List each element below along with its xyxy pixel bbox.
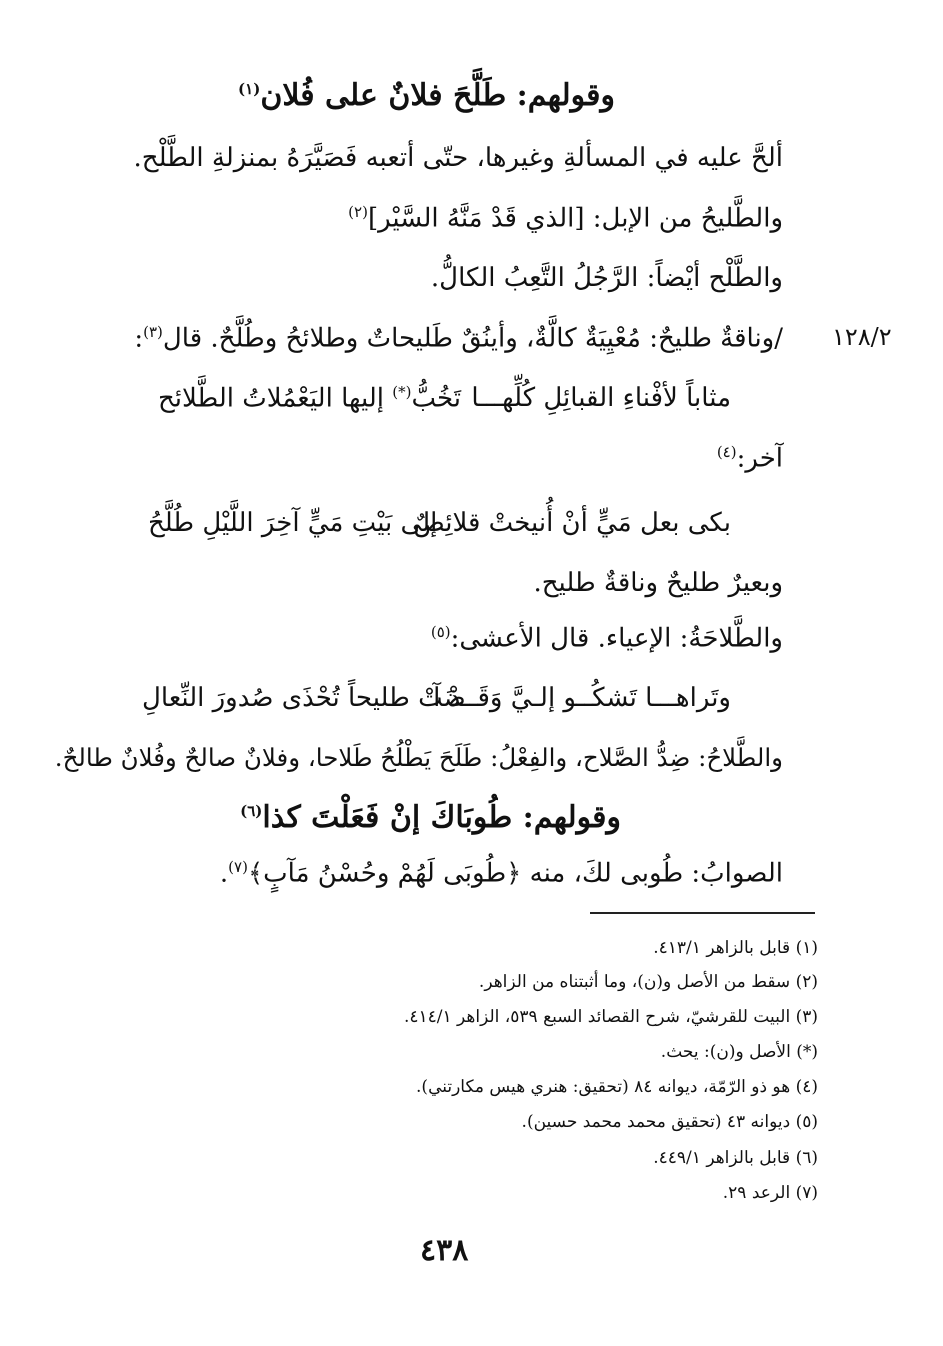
footnote-marker-5[interactable]: (٥) — [430, 623, 451, 641]
footnote-marker-1[interactable]: (١) — [238, 80, 261, 98]
footnote-marker-6[interactable]: (٦) — [240, 802, 263, 820]
verse-text: إليها اليَعْمُلاتُ الطَّلائح — [158, 383, 393, 414]
footnote-marker-7[interactable]: (٧) — [228, 858, 248, 876]
line-text: والطَّلاحُ: ضِدُّ الصَّلاح، والفِعْلُ: طَلَحَ يَطْلُحُ طَلاحا، وفلانٌ صالحٌ وفُلانٌ طالحٌ. — [54, 743, 783, 772]
line-text: /وناقةٌ طليحٌ: مُعْيِيَةٌ كالَّةٌ، وأينُقٌ طَليحاتٌ وطلائحُ وطُلَّحٌ. قال — [162, 323, 783, 354]
footnote-1: (١) قابل بالزاهر ٤١٣/١. — [653, 938, 818, 958]
footnote-7: (٧) الرعد ٢٩. — [722, 1183, 818, 1203]
text-line-2 — [348, 203, 783, 234]
footnote-6: (٦) قابل بالزاهر ٤٤٩/١. — [653, 1148, 818, 1168]
line-text: والطَّليحُ من الإبل: [الذي قَدْ مَنَّهُ السَّيْر] — [367, 203, 783, 234]
text-line-7 — [55, 743, 783, 772]
footnote-separator — [590, 912, 815, 914]
text-line-4 — [134, 323, 783, 354]
verse-3-first-hemistich: وتَراهـــا تَشكُــو إلـيَّ وَقَــدْ آ — [433, 683, 731, 713]
text-line-akhar — [717, 443, 783, 474]
footnote-marker-4[interactable]: (٤) — [716, 443, 737, 461]
footnote-4: (٤) هو ذو الرّمّة، ديوانه ٨٤ (تحقيق: هنري هيس مكارتني). — [416, 1077, 818, 1097]
line-text: آخر: — [736, 443, 783, 474]
footnote-5: (٥) ديوانه ٤٣ (تحقيق محمد محمد حسين). — [521, 1112, 818, 1132]
footnote-marker-2[interactable]: (٢) — [348, 203, 368, 221]
verse-2-first-hemistich: بكى بعل مَيٍّ أنْ أُنيختْ قلائِصٌ — [413, 508, 731, 538]
verse-text: تَخُبُّ — [411, 383, 462, 414]
heading-text: وقولهم: طُوبَاكَ إنْ فَعَلْتَ كذا — [262, 800, 621, 835]
text-line-1 — [134, 143, 783, 173]
footnote-marker-star[interactable]: (*) — [392, 383, 412, 401]
heading-tubaka — [240, 800, 621, 835]
line-text: ألحَّ عليه في المسألةِ وغيرها، حتّى أتعبه فَصَيَّرَهُ بمنزلةِ الطَّلْح. — [133, 143, 783, 173]
heading-text: وقولهم: طَلَّحَ فلانٌ على فُلان — [260, 78, 615, 113]
line-text: والطَّلْح أيْضاً: الرَّجُلُ التَّعِبُ الكالُّ. — [430, 263, 783, 293]
verse-2-second-hemistich: إلى بَيْتِ مَيٍّ آخِرَ اللَّيْلِ طُلَّحُ — [148, 508, 438, 538]
text-line-3 — [431, 263, 783, 293]
text-line-6 — [431, 623, 783, 654]
line-text: الصوابُ: طُوبى لكَ، منه ﴿طُوبَى لَهُمْ وحُسْنُ مَآبٍ﴾ — [247, 858, 783, 889]
text-line-8 — [220, 858, 783, 889]
footnote-star: (*) الأصل و(ن): يحث. — [660, 1042, 818, 1062]
line-end: : — [134, 323, 144, 354]
footnote-marker-3[interactable]: (٣) — [143, 323, 163, 341]
line-end: . — [219, 858, 229, 889]
footnote-3: (٣) البيت للقرشيّ، شرح القصائد السبع ٥٣٩، الزاهر ٤١٤/١. — [403, 1007, 818, 1027]
verse-3-second-hemistich: ضَتْ طليحاً تُحْذَى صُدورَ النِّعالِ — [142, 683, 466, 713]
line-text: والطَّلاحَةُ: الإعياء. قال الأعشى: — [450, 623, 783, 654]
heading-talaha — [238, 78, 615, 113]
page-number: ٤٣٨ — [420, 1233, 469, 1268]
margin-reference: ١٢٨/٢ — [832, 323, 892, 351]
verse-1-first-hemistich: مثاباً لأفْناءِ القبائِلِ كُلِّهـــا — [471, 383, 731, 413]
text-line-5 — [533, 568, 783, 598]
verse-1-second-hemistich — [158, 383, 461, 414]
line-text: وبعيرٌ طليحٌ وناقةٌ طليح. — [533, 568, 783, 598]
footnote-2: (٢) سقط من الأصل و(ن)، وما أثبتناه من الزاهر. — [478, 972, 818, 992]
